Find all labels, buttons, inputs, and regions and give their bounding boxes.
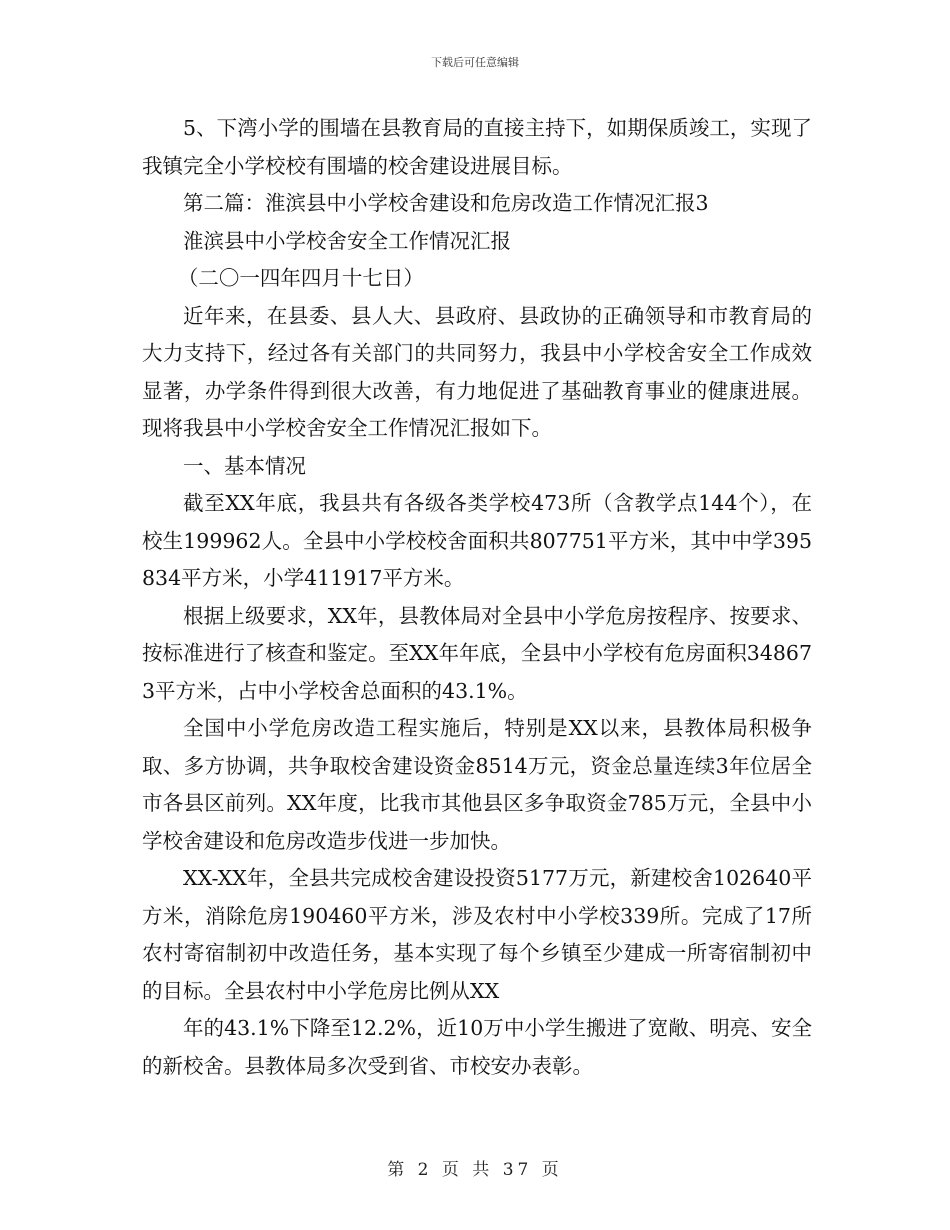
paragraph-2-section-title: 第二篇：淮滨县中小学校舍建设和危房改造工作情况汇报3 bbox=[183, 191, 709, 215]
paragraph-11-results: 年的43.1%下降至12.2%，近10万中小学生搬进了宽敞、明亮、安全的新校舍。县教体局多次受到省、市校安办表彰。 bbox=[142, 1016, 812, 1078]
paragraph-6-heading-basic-situation: 一、基本情况 bbox=[183, 453, 306, 478]
paragraph-8-danger-assessment: 根据上级要求，XX年，县教体局对全县中小学危房按程序、按要求、按标准进行了核查和鉴定。至XX年年底，全县中小学校有危房面积348673平方米，占中小学校舍总面积的43.1%。 bbox=[142, 603, 812, 703]
paragraph-3-report-title: 淮滨县中小学校舍安全工作情况汇报 bbox=[183, 228, 511, 253]
page-number-footer: 第 2 页 共 37 页 bbox=[387, 1160, 563, 1180]
paragraph-9-funding: 全国中小学危房改造工程实施后，特别是XX以来，县教体局积极争取、多方协调，共争取校舍建设资金8514万元，资金总量连续3年位居全市各县区前列。XX年度，比我市其他县区多争取资金785万元，全县中小学校舍建设和危房改造步伐进一步加快。 bbox=[142, 716, 812, 853]
paragraph-10-construction: XX-XX年，全县共完成校舍建设投资5177万元，新建校舍102640平方米，消除危房190460平方米，涉及农村中小学校339所。完成了17所农村寄宿制初中改造任务，基本实现了每个乡镇至少建成一所寄宿制初中的目标。全县农村中小学危房比例从XX bbox=[142, 866, 812, 1003]
paragraph-1: 5、下湾小学的围墙在县教育局的直接主持下，如期保质竣工，实现了我镇完全小学校校有围墙的校舍建设进展目标。 bbox=[142, 116, 812, 178]
document-body bbox=[142, 110, 812, 1085]
paragraph-4-date: （二〇一四年四月十七日） bbox=[177, 266, 424, 290]
paragraph-5-intro: 近年来，在县委、县人大、县政府、县政协的正确领导和市教育局的大力支持下，经过各有关部门的共同努力，我县中小学校舍安全工作成效显著，办学条件得到很大改善，有力地促进了基础教育事业的健康进展。现将我县中小学校舍安全工作情况汇报如下。 bbox=[142, 303, 812, 440]
page-header-note: 下载后可任意编辑 bbox=[431, 56, 519, 69]
paragraph-7-school-stats: 截至XX年底，我县共有各级各类学校473所（含教学点144个），在校生199962人。全县中小学校校舍面积共807751平方米，其中中学395834平方米，小学411917平方米。 bbox=[142, 491, 812, 590]
